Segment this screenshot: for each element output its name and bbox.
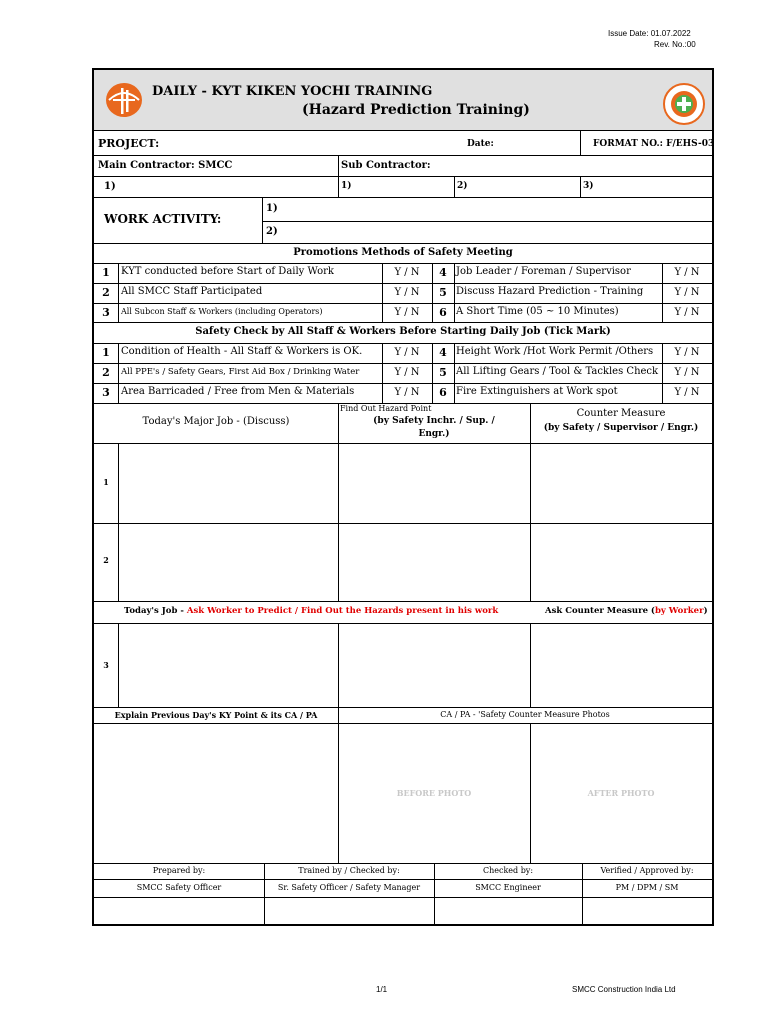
yes-no-option[interactable]: Y / N	[394, 287, 420, 298]
counter-measure-header: Counter Measure	[576, 408, 666, 419]
counter-measure-header-line-2: (by Safety / Supervisor / Engr.)	[543, 423, 699, 433]
date-label: Date:	[467, 139, 494, 149]
sub-contractor-entry-3: 3)	[583, 181, 594, 191]
major-job-header: Today's Major Job - (Discuss)	[142, 416, 290, 427]
yes-no-option[interactable]: Y / N	[394, 387, 420, 398]
work-activity-label: WORK ACTIVITY:	[104, 212, 222, 226]
before-photo-placeholder: BEFORE PHOTO	[396, 788, 472, 798]
sub-contractor-entry-2: 2)	[457, 181, 468, 191]
ask-counter-measure-header: Ask Counter Measure (by Worker)	[545, 606, 708, 616]
trained-by-role: Sr. Safety Officer / Safety Manager	[277, 883, 421, 892]
find-hazard-header-line-2: (by Safety Inchr. / Sup. /	[373, 416, 495, 426]
verified-by-label: Verified / Approved by:	[600, 866, 694, 875]
photos-header: CA / PA - 'Safety Counter Measure Photos	[440, 710, 610, 719]
company-logo-icon	[105, 82, 143, 118]
hazard-row-number: 1	[103, 477, 109, 487]
prepared-by-role: SMCC Safety Officer	[136, 883, 222, 892]
verified-by-role: PM / DPM / SM	[615, 883, 679, 892]
find-hazard-header-line-3: Engr.)	[418, 429, 450, 439]
hazard-row-number: 3	[103, 660, 109, 670]
yes-no-option[interactable]: Y / N	[394, 367, 420, 378]
yes-no-option[interactable]: Y / N	[394, 267, 420, 278]
revision-number: Rev. No.:00	[654, 40, 696, 49]
prepared-by-label: Prepared by:	[152, 866, 206, 875]
form-subtitle: (Hazard Prediction Training)	[302, 102, 530, 118]
promotions-title: Promotions Methods of Safety Meeting	[293, 247, 513, 258]
yes-no-option[interactable]: Y / N	[674, 287, 700, 298]
sub-contractor-label: Sub Contractor:	[341, 160, 431, 171]
kyt-form: DAILY - KYT KIKEN YOCHI TRAINING (Hazard Prediction Training) PROJECT: Date: FORMAT NO.: F/EHS-03 Main Contractor: SMCC Sub Contractor: 1) 1) 2) 3) WORK ACTIVITY: 1) 2) Promotions Methods of Safety Meeting 1 KYT conducted before Start of Daily Work Y / N 4 Job Leader / Foreman / Supervisor Y / N 2 All SMCC Staff Participated Y / N 5 Discuss Hazard Prediction - Training Y / N 3 All Subcon Staff & Workers (including Operators) Y / N 6 A Short Time (05 ~ 10 Minutes) Y / N Safety Check by All Staff & Workers Before Starting Daily Job (Tick Mark) 1 Condition of Health - All Staff & Workers is OK. Y / N 4 Height Work /Hot Work Permit /Others Y / N 2 All PPE's / Safety Gears, First Aid Box / Drinking Water Y / N 5 All Lifting Gears / Tool & Tackles Check Y / N 3 Area Barricaded / Free from Men & Materials Y / N 6 Fire Extinguishers at Work spot Y / N Today's Major Job - (Discuss) Find Out Hazard Point (by Safety Inchr. / Sup. / Engr.) Counter Measure (by Safety / Supervisor / Engr.) 1 2 Today's Job - Ask Worker to Predict / Find Out the Hazards present in his work Ask Counter Measure (by Worker) 3 Explain Previous Day's KY Point & its CA / PA CA / PA - 'Safety Counter Measure Photos BEFORE PHOTO AFTER PHOTO Prepared by: Trained by / Checked by: Checked by: Verified / Approved by: SMCC Safety Officer Sr. Safety Officer / Safety Manager SMCC Engineer PM / DPM / SM	[92, 68, 714, 926]
issue-date: Issue Date: 01.07.2022	[608, 29, 691, 38]
safety-seal-icon	[662, 82, 706, 126]
yes-no-option[interactable]: Y / N	[674, 307, 700, 318]
form-header	[94, 70, 712, 130]
yes-no-option[interactable]: Y / N	[394, 347, 420, 358]
checked-by-label: Checked by:	[482, 866, 534, 875]
page-number: 1/1	[376, 985, 388, 994]
yes-no-option[interactable]: Y / N	[674, 387, 700, 398]
trained-by-label: Trained by / Checked by:	[298, 866, 400, 875]
work-activity-line-2: 2)	[266, 226, 278, 237]
form-title: DAILY - KYT KIKEN YOCHI TRAINING	[152, 84, 433, 99]
project-label: PROJECT:	[98, 137, 160, 150]
company-name: SMCC Construction India Ltd	[572, 985, 676, 994]
previous-day-header: Explain Previous Day's KY Point & its CA / PA	[114, 710, 318, 720]
todays-job-worker-header: Today's Job - Ask Worker to Predict / Find Out the Hazards present in his work	[124, 606, 499, 616]
hazard-row-number: 2	[103, 555, 109, 565]
format-number: FORMAT NO.: F/EHS-03	[593, 139, 715, 149]
sub-contractor-entry-1: 1)	[341, 181, 352, 191]
yes-no-option[interactable]: Y / N	[674, 347, 700, 358]
main-contractor-label: Main Contractor: SMCC	[98, 160, 233, 171]
yes-no-option[interactable]: Y / N	[674, 367, 700, 378]
safety-check-title: Safety Check by All Staff & Workers Before Starting Daily Job (Tick Mark)	[195, 326, 611, 337]
after-photo-placeholder: AFTER PHOTO	[587, 788, 655, 798]
work-activity-line-1: 1)	[266, 203, 278, 214]
yes-no-option[interactable]: Y / N	[394, 307, 420, 318]
checked-by-role: SMCC Engineer	[475, 883, 541, 892]
main-contractor-entry-1: 1)	[104, 181, 116, 192]
find-hazard-header: Find Out Hazard Point	[340, 404, 432, 413]
yes-no-option[interactable]: Y / N	[674, 267, 700, 278]
